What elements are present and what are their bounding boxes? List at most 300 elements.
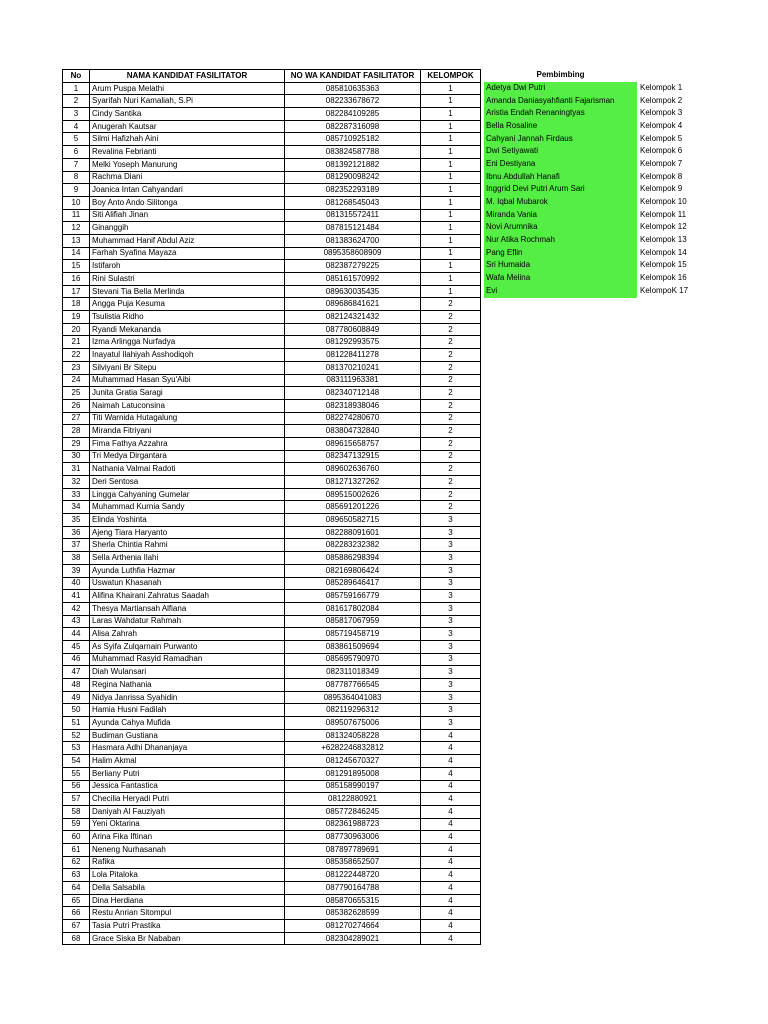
cell-name: Arina Fika Iftinan <box>90 831 285 844</box>
pembimbing-name: Amanda Daniasyahfianti Fajarisman <box>484 94 637 107</box>
cell-name: Deri Sentosa <box>90 476 285 489</box>
cell-kelompok: 2 <box>421 437 481 450</box>
cell-kelompok: 4 <box>421 767 481 780</box>
table-row <box>63 704 481 717</box>
cell-name: Junita Gratia Saragi <box>90 387 285 400</box>
cell-name: Angga Puja Kesuma <box>90 298 285 311</box>
cell-kelompok: 3 <box>421 717 481 730</box>
cell-wa: 085358652507 <box>285 856 421 869</box>
table-row <box>63 298 481 311</box>
cell-kelompok: 3 <box>421 564 481 577</box>
cell-kelompok: 3 <box>421 590 481 603</box>
table-row <box>63 514 481 527</box>
cell-no: 39 <box>63 564 90 577</box>
cell-wa: 082124321432 <box>285 311 421 324</box>
table-row <box>63 843 481 856</box>
cell-kelompok: 4 <box>421 894 481 907</box>
cell-no: 30 <box>63 450 90 463</box>
cell-wa: 081228411278 <box>285 349 421 362</box>
cell-kelompok: 1 <box>421 95 481 108</box>
pembimbing-kelompok: Kelompok 16 <box>640 273 687 283</box>
cell-name: Tsulistia Ridho <box>90 311 285 324</box>
cell-kelompok: 4 <box>421 843 481 856</box>
table-row <box>63 640 481 653</box>
cell-wa: 082340712148 <box>285 387 421 400</box>
pembimbing-row <box>484 132 718 145</box>
cell-name: Lingga Cahyaning Gumelar <box>90 488 285 501</box>
cell-name: Rachma Diani <box>90 171 285 184</box>
cell-kelompok: 2 <box>421 311 481 324</box>
cell-name: Arum Puspa Melathi <box>90 82 285 95</box>
cell-wa: 0895358608909 <box>285 247 421 260</box>
pembimbing-row <box>484 170 718 183</box>
cell-no: 9 <box>63 184 90 197</box>
cell-kelompok: 2 <box>421 349 481 362</box>
cell-kelompok: 4 <box>421 742 481 755</box>
table-row <box>63 742 481 755</box>
pembimbing-kelompok: KelompoK 17 <box>640 285 689 295</box>
cell-no: 61 <box>63 843 90 856</box>
table-row <box>63 577 481 590</box>
table-row <box>63 653 481 666</box>
cell-name: Tri Medya Dirgantara <box>90 450 285 463</box>
cell-kelompok: 4 <box>421 932 481 945</box>
cell-name: Boy Anto Ando Silitonga <box>90 196 285 209</box>
cell-no: 10 <box>63 196 90 209</box>
cell-no: 31 <box>63 463 90 476</box>
cell-wa: 081245670327 <box>285 755 421 768</box>
table-row <box>63 729 481 742</box>
cell-wa: 081617802084 <box>285 602 421 615</box>
cell-name: Ginanggih <box>90 222 285 235</box>
pembimbing-name: Miranda Vania <box>484 208 637 221</box>
table-row <box>63 805 481 818</box>
cell-wa: 081268545043 <box>285 196 421 209</box>
table-row <box>63 602 481 615</box>
cell-wa: 0895364041083 <box>285 691 421 704</box>
cell-no: 21 <box>63 336 90 349</box>
cell-wa: 083804732840 <box>285 425 421 438</box>
cell-wa: 082304289021 <box>285 932 421 945</box>
pembimbing-name: Dwi Setiyawati <box>484 145 637 158</box>
cell-name: Muhammad Hasan Syu'Aibi <box>90 374 285 387</box>
pembimbing-name: Aristia Endah Renaningtyas <box>484 107 637 120</box>
pembimbing-name: Adetya Dwi Putri <box>484 82 637 94</box>
cell-kelompok: 1 <box>421 234 481 247</box>
cell-wa: 082119296312 <box>285 704 421 717</box>
cell-wa: 082347132915 <box>285 450 421 463</box>
table-row <box>63 767 481 780</box>
table-row <box>63 311 481 324</box>
cell-wa: 081270274664 <box>285 920 421 933</box>
cell-kelompok: 1 <box>421 285 481 298</box>
cell-kelompok: 2 <box>421 476 481 489</box>
table-row <box>63 273 481 286</box>
cell-kelompok: 2 <box>421 298 481 311</box>
cell-no: 1 <box>63 82 90 95</box>
cell-name: Rini Sulastri <box>90 273 285 286</box>
cell-no: 32 <box>63 476 90 489</box>
pembimbing-kelompok: Kelompok 3 <box>640 108 683 118</box>
table-row <box>63 260 481 273</box>
table-row <box>63 196 481 209</box>
cell-kelompok: 4 <box>421 805 481 818</box>
pembimbing-name: Ibnu Abdullah Hanafi <box>484 170 637 183</box>
cell-name: Elinda Yoshinta <box>90 514 285 527</box>
table-row <box>63 374 481 387</box>
cell-no: 25 <box>63 387 90 400</box>
cell-no: 12 <box>63 222 90 235</box>
table-row <box>63 539 481 552</box>
cell-name: Regina Nathania <box>90 679 285 692</box>
cell-wa: 089615658757 <box>285 437 421 450</box>
cell-no: 54 <box>63 755 90 768</box>
cell-wa: 081392121882 <box>285 158 421 171</box>
cell-kelompok: 2 <box>421 488 481 501</box>
table-row <box>63 450 481 463</box>
cell-wa: 085158990197 <box>285 780 421 793</box>
pembimbing-kelompok: Kelompok 13 <box>640 235 687 245</box>
cell-wa: 085810635363 <box>285 82 421 95</box>
cell-no: 64 <box>63 882 90 895</box>
cell-kelompok: 1 <box>421 260 481 273</box>
cell-kelompok: 4 <box>421 729 481 742</box>
cell-kelompok: 3 <box>421 514 481 527</box>
cell-no: 13 <box>63 234 90 247</box>
cell-kelompok: 2 <box>421 463 481 476</box>
cell-wa: 089507675006 <box>285 717 421 730</box>
cell-no: 8 <box>63 171 90 184</box>
cell-no: 60 <box>63 831 90 844</box>
cell-no: 6 <box>63 146 90 159</box>
cell-kelompok: 2 <box>421 412 481 425</box>
header-kelompok: KELOMPOK <box>421 70 481 83</box>
cell-no: 65 <box>63 894 90 907</box>
cell-kelompok: 3 <box>421 526 481 539</box>
cell-name: Ryandi Mekananda <box>90 323 285 336</box>
cell-kelompok: 1 <box>421 184 481 197</box>
cell-no: 47 <box>63 666 90 679</box>
cell-name: Sella Arthenia Ilahi <box>90 552 285 565</box>
cell-no: 20 <box>63 323 90 336</box>
pembimbing-header: Pembimbing <box>536 70 585 79</box>
pembimbing-kelompok: Kelompok 4 <box>640 120 683 130</box>
pembimbing-row <box>484 145 718 158</box>
cell-kelompok: 1 <box>421 222 481 235</box>
table-row <box>63 171 481 184</box>
cell-name: Ayunda Luthfia Hazmar <box>90 564 285 577</box>
pembimbing-name: Sri Humaida <box>484 259 637 272</box>
cell-kelompok: 4 <box>421 869 481 882</box>
pembimbing-row <box>484 196 718 209</box>
cell-no: 24 <box>63 374 90 387</box>
table-row <box>63 209 481 222</box>
pembimbing-kelompok: Kelompok 2 <box>640 95 683 105</box>
cell-kelompok: 1 <box>421 146 481 159</box>
cell-kelompok: 1 <box>421 120 481 133</box>
cell-wa: 085691201226 <box>285 501 421 514</box>
table-row <box>63 780 481 793</box>
table-row <box>63 717 481 730</box>
cell-no: 41 <box>63 590 90 603</box>
cell-kelompok: 1 <box>421 247 481 260</box>
cell-wa: 085870655315 <box>285 894 421 907</box>
cell-kelompok: 4 <box>421 856 481 869</box>
pembimbing-kelompok: Kelompok 9 <box>640 184 683 194</box>
cell-wa: 081370210241 <box>285 361 421 374</box>
cell-kelompok: 2 <box>421 399 481 412</box>
pembimbing-row <box>484 285 718 298</box>
cell-kelompok: 3 <box>421 628 481 641</box>
cell-name: Della Salsabila <box>90 882 285 895</box>
cell-name: Muhammad Rasyid Ramadhan <box>90 653 285 666</box>
cell-name: Jessica Fantastica <box>90 780 285 793</box>
cell-no: 68 <box>63 932 90 945</box>
cell-name: Silviyani Br Sitepu <box>90 361 285 374</box>
table-row <box>63 526 481 539</box>
pembimbing-name: M. Iqbal Mubarok <box>484 196 637 209</box>
table-row <box>63 552 481 565</box>
cell-no: 11 <box>63 209 90 222</box>
table-row <box>63 336 481 349</box>
cell-no: 46 <box>63 653 90 666</box>
cell-name: Rafika <box>90 856 285 869</box>
pembimbing-kelompok: Kelompok 8 <box>640 171 683 181</box>
pembimbing-row <box>484 183 718 196</box>
table-header-row <box>63 70 481 83</box>
cell-name: Ajeng Tiara Haryanto <box>90 526 285 539</box>
cell-no: 15 <box>63 260 90 273</box>
cell-wa: 087730963006 <box>285 831 421 844</box>
cell-no: 42 <box>63 602 90 615</box>
cell-wa: 089686841621 <box>285 298 421 311</box>
cell-wa: 081222448720 <box>285 869 421 882</box>
cell-kelompok: 1 <box>421 171 481 184</box>
cell-name: Muhammad Hanif Abdul Aziz <box>90 234 285 247</box>
table-row <box>63 882 481 895</box>
cell-name: Hasmara Adhi Dhananjaya <box>90 742 285 755</box>
table-row <box>63 412 481 425</box>
cell-name: Restu Anrian Sitompul <box>90 907 285 920</box>
table-row <box>63 628 481 641</box>
pembimbing-row <box>484 272 718 285</box>
cell-name: Tasia Putri Prastika <box>90 920 285 933</box>
cell-name: Syarifah Nuri Kamaliah, S.Pi <box>90 95 285 108</box>
cell-wa: 089602636760 <box>285 463 421 476</box>
cell-kelompok: 2 <box>421 323 481 336</box>
cell-kelompok: 3 <box>421 577 481 590</box>
cell-no: 33 <box>63 488 90 501</box>
cell-kelompok: 2 <box>421 425 481 438</box>
cell-no: 34 <box>63 501 90 514</box>
cell-name: Laras Wahdatur Rahmah <box>90 615 285 628</box>
cell-name: Neneng Nurhasanah <box>90 843 285 856</box>
cell-no: 43 <box>63 615 90 628</box>
cell-kelompok: 2 <box>421 336 481 349</box>
cell-wa: 085719458719 <box>285 628 421 641</box>
cell-wa: 085886298394 <box>285 552 421 565</box>
cell-wa: 087780608849 <box>285 323 421 336</box>
cell-name: Silmi Hafizhah Aini <box>90 133 285 146</box>
cell-wa: 085772846245 <box>285 805 421 818</box>
cell-wa: +6282246832812 <box>285 742 421 755</box>
cell-wa: 082274280670 <box>285 412 421 425</box>
cell-name: Checilia Heryadi Putri <box>90 793 285 806</box>
pembimbing-name: Inggrid Devi Putri Arum Sari <box>484 183 637 196</box>
cell-name: Melki Yoseph Manurung <box>90 158 285 171</box>
cell-wa: 081271327262 <box>285 476 421 489</box>
table-row <box>63 679 481 692</box>
cell-wa: 081291895008 <box>285 767 421 780</box>
cell-no: 38 <box>63 552 90 565</box>
cell-name: Ayunda Cahya Mufida <box>90 717 285 730</box>
pembimbing-name: Novi Arumnika <box>484 221 637 234</box>
cell-kelompok: 4 <box>421 755 481 768</box>
cell-kelompok: 3 <box>421 539 481 552</box>
cell-kelompok: 1 <box>421 82 481 95</box>
table-row <box>63 349 481 362</box>
cell-no: 29 <box>63 437 90 450</box>
cell-kelompok: 4 <box>421 780 481 793</box>
table-row <box>63 501 481 514</box>
table-row <box>63 907 481 920</box>
cell-kelompok: 4 <box>421 907 481 920</box>
cell-no: 44 <box>63 628 90 641</box>
cell-wa: 082352293189 <box>285 184 421 197</box>
table-row <box>63 615 481 628</box>
cell-no: 37 <box>63 539 90 552</box>
cell-no: 51 <box>63 717 90 730</box>
cell-name: As Syifa Zulqarnain Purwanto <box>90 640 285 653</box>
cell-wa: 083111963381 <box>285 374 421 387</box>
cell-no: 52 <box>63 729 90 742</box>
cell-wa: 085161570992 <box>285 273 421 286</box>
cell-wa: 083861509694 <box>285 640 421 653</box>
cell-no: 26 <box>63 399 90 412</box>
pembimbing-table <box>484 82 718 298</box>
cell-wa: 082387279225 <box>285 260 421 273</box>
pembimbing-kelompok: Kelompok 1 <box>640 83 683 93</box>
cell-no: 18 <box>63 298 90 311</box>
cell-no: 27 <box>63 412 90 425</box>
cell-wa: 085289646417 <box>285 577 421 590</box>
table-row <box>63 691 481 704</box>
pembimbing-row <box>484 259 718 272</box>
cell-name: Fima Fathya Azzahra <box>90 437 285 450</box>
cell-kelompok: 2 <box>421 374 481 387</box>
cell-wa: 082284109285 <box>285 108 421 121</box>
table-row <box>63 463 481 476</box>
pembimbing-kelompok: Kelompok 11 <box>640 209 687 219</box>
table-row <box>63 894 481 907</box>
cell-no: 62 <box>63 856 90 869</box>
cell-name: Thesya Martiansah Alfiana <box>90 602 285 615</box>
cell-wa: 082283232382 <box>285 539 421 552</box>
cell-kelompok: 1 <box>421 209 481 222</box>
cell-name: Uswatun Khasanah <box>90 577 285 590</box>
cell-name: Joanica Intan Cahyandari <box>90 184 285 197</box>
cell-kelompok: 4 <box>421 831 481 844</box>
table-row <box>63 108 481 121</box>
table-row <box>63 361 481 374</box>
pembimbing-kelompok: Kelompok 6 <box>640 146 683 156</box>
cell-name: Alifina Khairani Zahratus Saadah <box>90 590 285 603</box>
cell-name: Titi Warnida Hutagalung <box>90 412 285 425</box>
table-row <box>63 82 481 95</box>
cell-name: Alisa Zahrah <box>90 628 285 641</box>
table-row <box>63 564 481 577</box>
table-row <box>63 133 481 146</box>
cell-name: Hamia Husni Fadilah <box>90 704 285 717</box>
cell-name: Nidya Janrissa Syahidin <box>90 691 285 704</box>
cell-no: 48 <box>63 679 90 692</box>
table-row <box>63 932 481 945</box>
cell-name: Daniyah Al Fauziyah <box>90 805 285 818</box>
pembimbing-name: Bella Rosaline <box>484 120 637 133</box>
cell-no: 14 <box>63 247 90 260</box>
cell-no: 56 <box>63 780 90 793</box>
pembimbing-kelompok: Kelompok 12 <box>640 222 687 232</box>
cell-name: Izma Arlingga Nurfadya <box>90 336 285 349</box>
cell-name: Diah Wulansari <box>90 666 285 679</box>
pembimbing-kelompok: Kelompok 15 <box>640 260 687 270</box>
table-row <box>63 818 481 831</box>
cell-wa: 081324058228 <box>285 729 421 742</box>
cell-no: 55 <box>63 767 90 780</box>
cell-kelompok: 3 <box>421 602 481 615</box>
pembimbing-row <box>484 107 718 120</box>
cell-name: Anugerah Kautsar <box>90 120 285 133</box>
cell-wa: 081290098242 <box>285 171 421 184</box>
cell-wa: 089630035435 <box>285 285 421 298</box>
pembimbing-kelompok: Kelompok 5 <box>640 133 683 143</box>
table-row <box>63 234 481 247</box>
cell-wa: 082288091601 <box>285 526 421 539</box>
cell-kelompok: 3 <box>421 679 481 692</box>
cell-wa: 081383624700 <box>285 234 421 247</box>
cell-wa: 087787766545 <box>285 679 421 692</box>
cell-name: Lola Pitaloka <box>90 869 285 882</box>
cell-no: 67 <box>63 920 90 933</box>
header-name: NAMA KANDIDAT FASILITATOR <box>90 70 285 83</box>
cell-wa: 087790164788 <box>285 882 421 895</box>
table-row <box>63 869 481 882</box>
table-row <box>63 755 481 768</box>
table-row <box>63 476 481 489</box>
pembimbing-kelompok: Kelompok 14 <box>640 247 687 257</box>
cell-wa: 085817067959 <box>285 615 421 628</box>
cell-name: Naimah Latuconsina <box>90 399 285 412</box>
cell-name: Nathania Valmai Radoti <box>90 463 285 476</box>
pembimbing-row <box>484 234 718 247</box>
table-row <box>63 666 481 679</box>
pembimbing-name: Evi <box>484 285 637 298</box>
table-row <box>63 247 481 260</box>
cell-no: 4 <box>63 120 90 133</box>
pembimbing-row <box>484 221 718 234</box>
cell-kelompok: 4 <box>421 920 481 933</box>
cell-kelompok: 1 <box>421 196 481 209</box>
cell-kelompok: 3 <box>421 640 481 653</box>
cell-wa: 082318938046 <box>285 399 421 412</box>
cell-name: Sherla Chintia Rahmi <box>90 539 285 552</box>
cell-kelompok: 3 <box>421 615 481 628</box>
cell-wa: 085759166779 <box>285 590 421 603</box>
cell-name: Cindy Santika <box>90 108 285 121</box>
cell-no: 53 <box>63 742 90 755</box>
table-row <box>63 387 481 400</box>
cell-no: 23 <box>63 361 90 374</box>
